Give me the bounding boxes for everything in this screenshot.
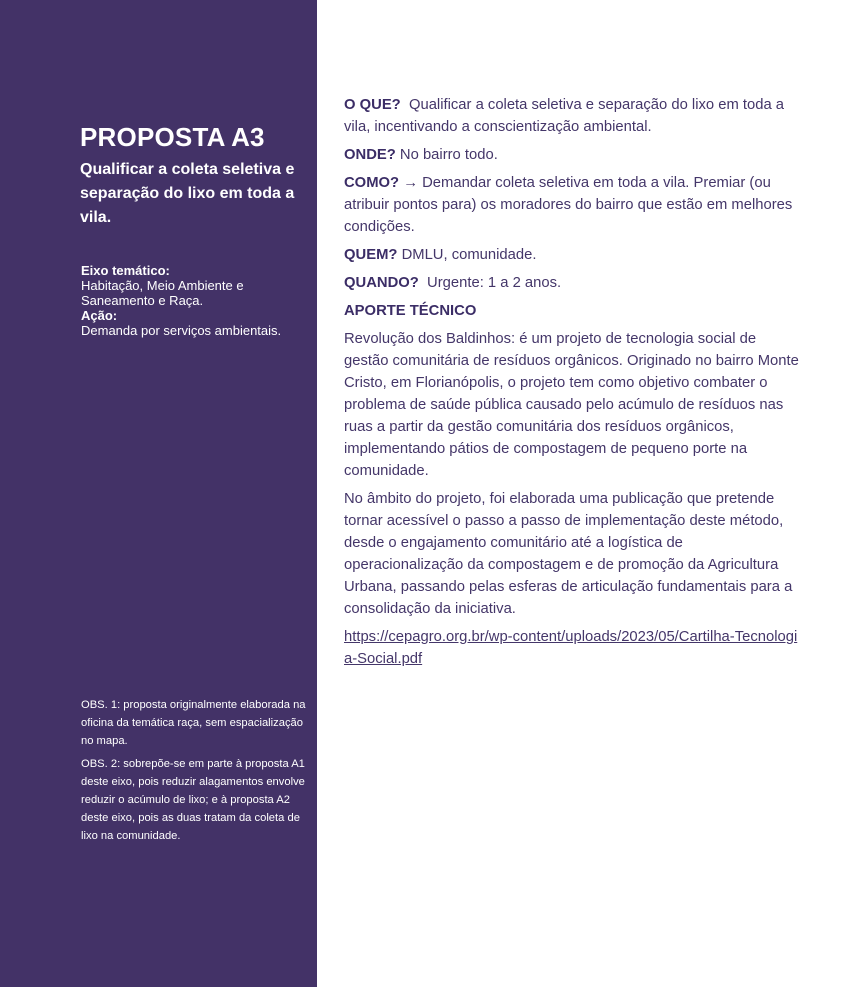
quem-value: DMLU, comunidade. [401,247,537,263]
acao-value: Demanda por serviços ambientais. [81,323,282,338]
onde-label: ONDE? [344,147,396,163]
quando-value: Urgente: 1 a 2 anos. [427,275,562,291]
oque-row [344,94,799,138]
proposal-subtitle: Qualificar a coleta seletiva e separação do lixo em toda a vila. [80,161,295,226]
obs-1: OBS. 1: proposta originalmente elaborada na oficina da temática raça, sem espacialização no mapa. [81,699,306,747]
reference-link-row [344,626,799,670]
eixo-value: Habitação, Meio Ambiente e Saneamento e Raça. [81,278,244,308]
como-label: COMO? [344,175,400,191]
proposal-meta [81,263,309,338]
eixo-label: Eixo temático: [81,263,170,278]
sidebar-panel [0,0,317,987]
oque-value: Qualificar a coleta seletiva e separação do lixo em toda a vila, incentivando a conscientização ambiental. [344,97,785,135]
como-row [344,172,799,238]
oque-label: O QUE? [344,97,401,113]
aporte-paragraph-1: Revolução dos Baldinhos: é um projeto de tecnologia social de gestão comunitária de resíduos orgânicos. Originado no bairro Monte Cristo, em Florianópolis, o projeto tem como objetivo combater o problema de saúde pública causado pelo acúmulo de resíduos nas ruas a partir da gestão comunitária dos resíduos orgânicos, implementando pátios de compostagem de pequeno porte na comunidade. [344,331,799,479]
onde-row [344,144,799,166]
quando-label: QUANDO? [344,275,419,291]
obs-2: OBS. 2: sobrepõe-se em parte à proposta A1 deste eixo, pois reduzir alagamentos envolve reduzir o acúmulo de lixo; e à proposta A2 deste eixo, pois as duas tratam da coleta de lixo na comunidade. [81,758,305,842]
reference-link[interactable]: https://cepagro.org.br/wp-content/uploads/2023/05/Cartilha-Tecnologia-Social.pdf [344,629,798,667]
acao-label: Ação: [81,308,118,323]
quem-label: QUEM? [344,247,398,263]
quando-row [344,272,799,294]
onde-value: No bairro todo. [399,147,498,163]
proposal-title: PROPOSTA A3 [80,122,265,152]
observations [81,696,309,850]
quem-row [344,244,799,266]
main-content [344,94,799,676]
aporte-heading: APORTE TÉCNICO [344,303,477,319]
como-value: → Demandar coleta seletiva em toda a vila. Premiar (ou atribuir pontos para) os moradores do bairro que estão em melhores condições. [344,175,793,235]
aporte-paragraph-2: No âmbito do projeto, foi elaborada uma publicação que pretende tornar acessível o passo a passo de implementação deste método, desde o engajamento comunitário até a logística de operacionalização da compostagem e de promoção da Agricultura Urbana, passando pelas esferas de articulação fundamentais para a consolidação da iniciativa. [344,491,793,617]
